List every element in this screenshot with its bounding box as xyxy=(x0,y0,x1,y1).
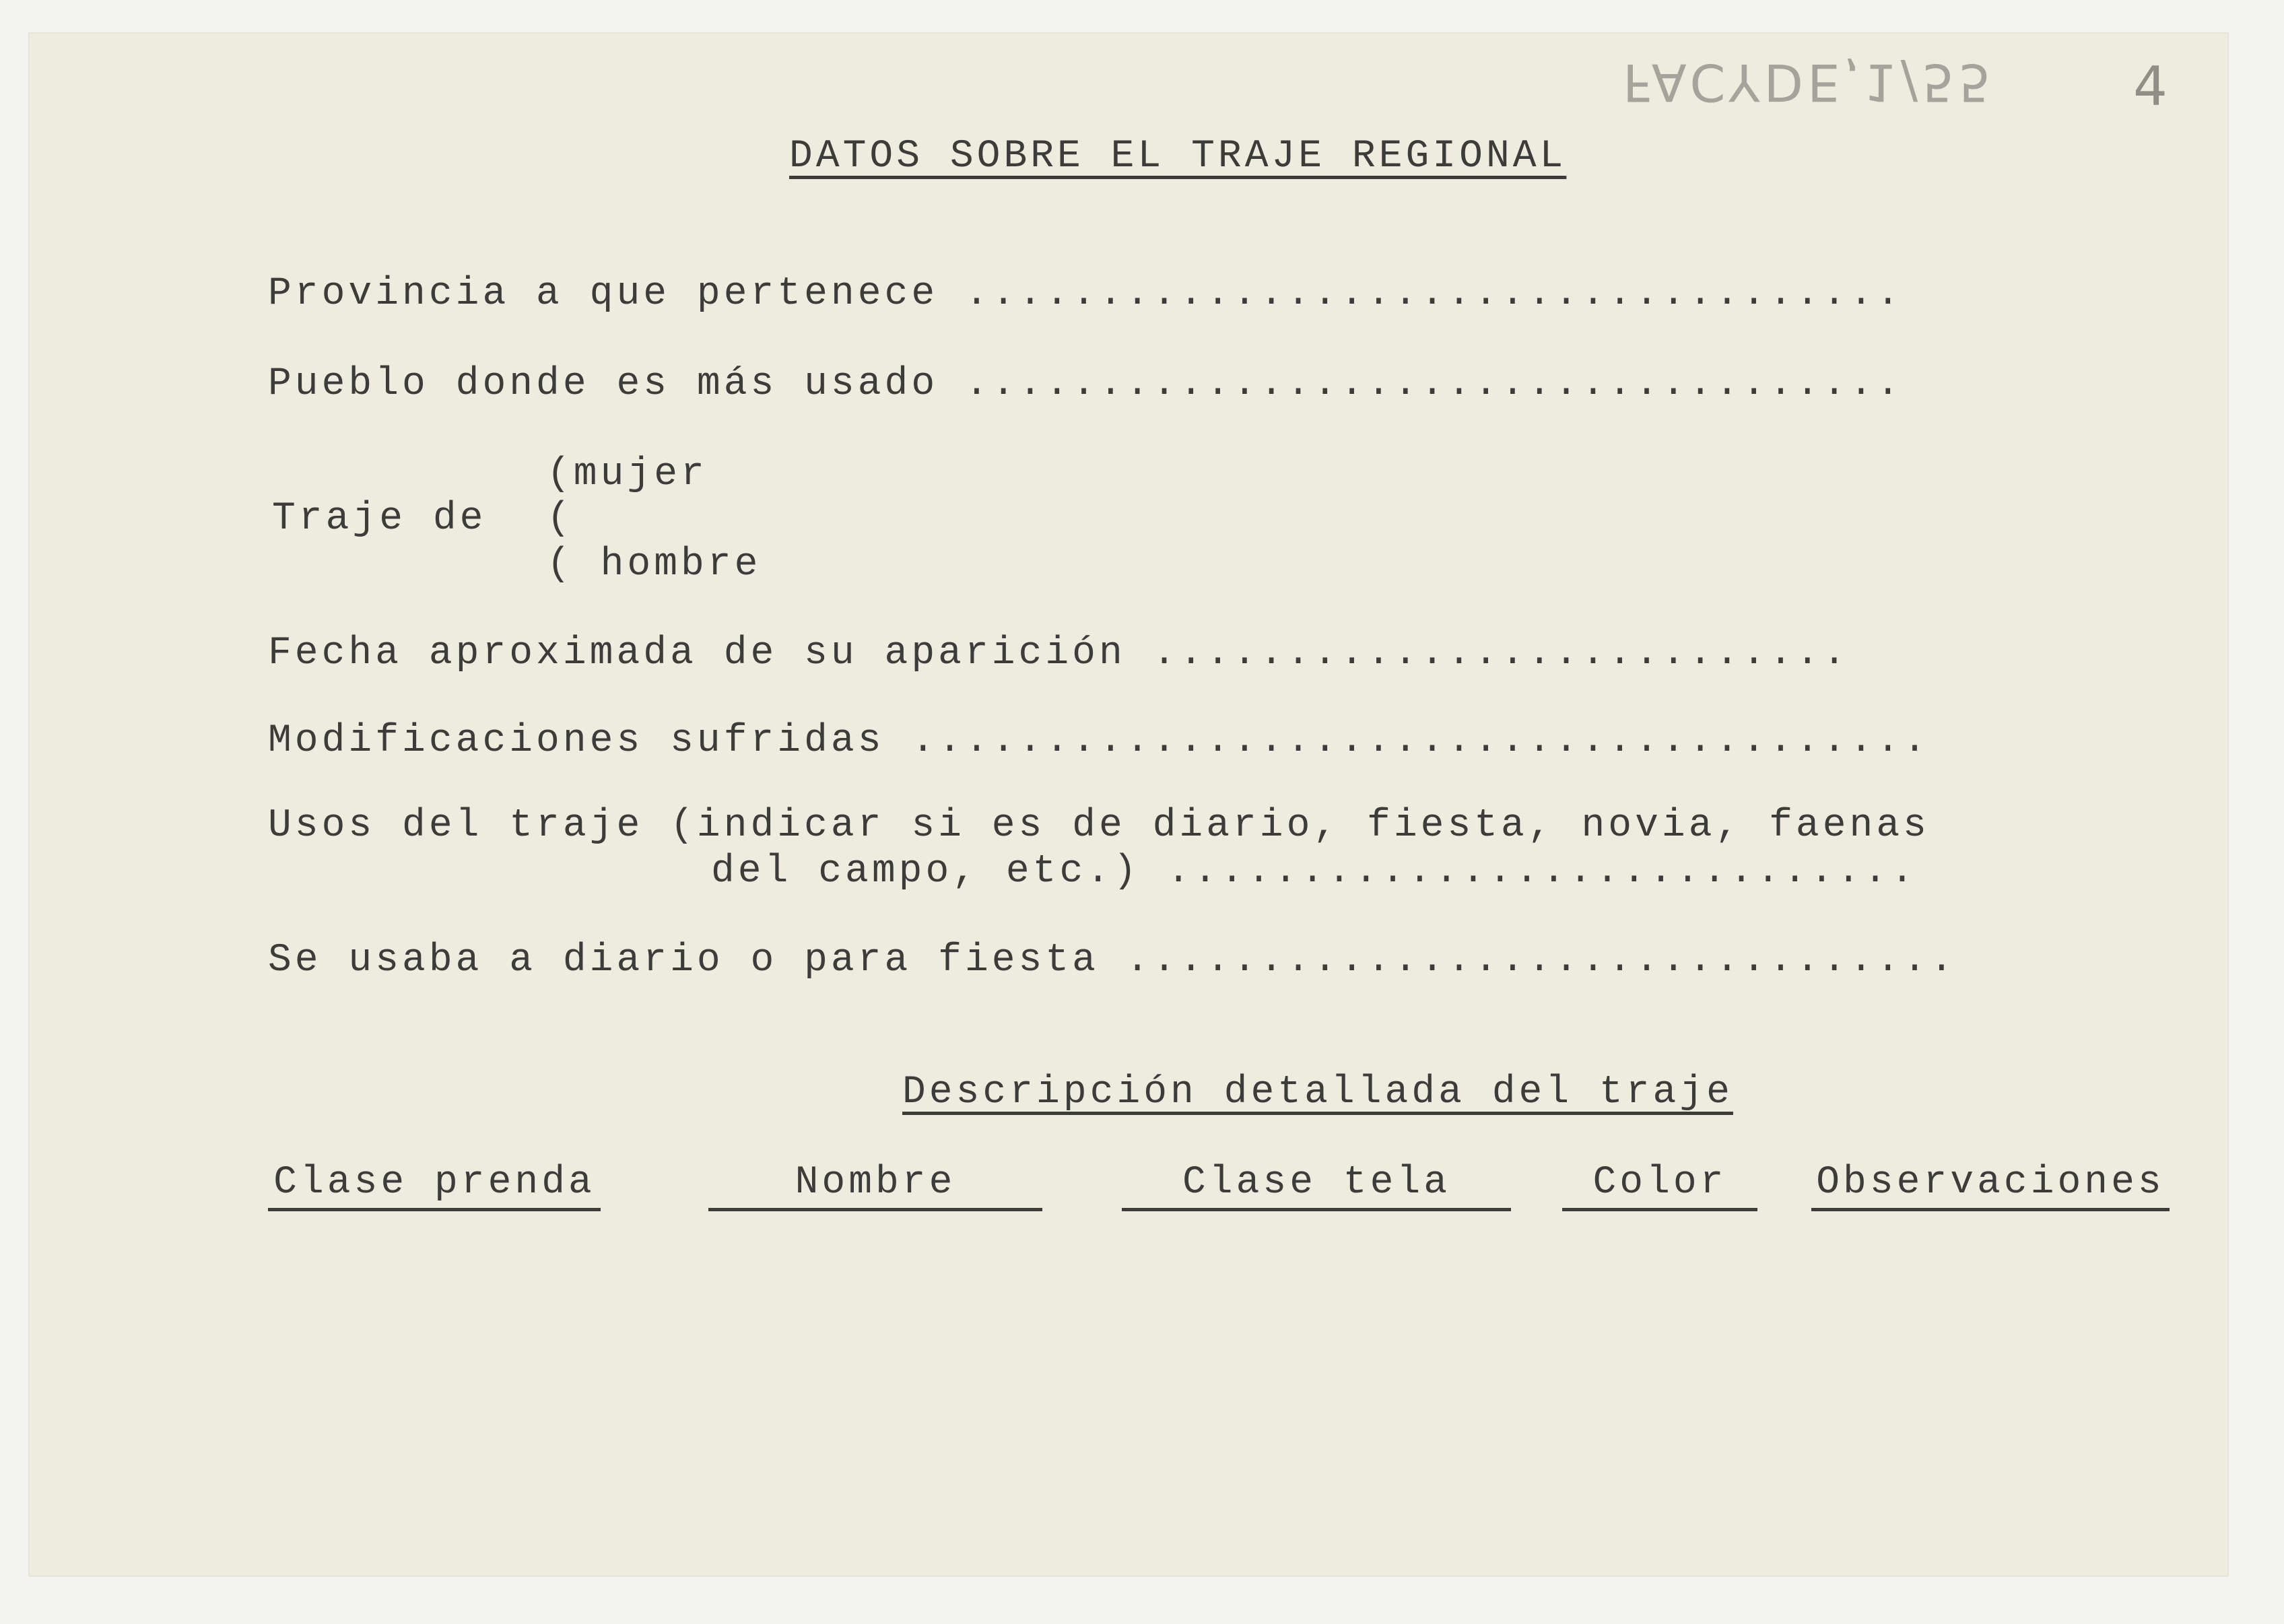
field-modificaciones: Modificaciones sufridas ...................................... xyxy=(268,719,1930,763)
field-pueblo: Pueblo donde es más usado ................................... xyxy=(268,362,1904,406)
folio-number: 4 xyxy=(2133,55,2168,118)
form-title: DATOS SOBRE EL TRAJE REGIONAL xyxy=(789,135,1567,178)
col-clase-prenda: Clase prenda xyxy=(268,1161,601,1211)
field-traje-paren: ( xyxy=(547,497,574,541)
col-nombre: Nombre xyxy=(708,1161,1042,1211)
description-title: Descripción detallada del traje xyxy=(902,1071,1733,1114)
col-color: Color xyxy=(1562,1161,1757,1211)
field-uso-diario: Se usaba a diario o para fiesta ............................... xyxy=(268,939,1957,982)
field-usos-line2: del campo, etc.) ............................ xyxy=(711,850,1918,893)
col-observaciones: Observaciones xyxy=(1811,1161,2170,1211)
field-usos-line1: Usos del traje (indicar si es de diario, fiesta, novia, faenas xyxy=(268,804,1930,848)
field-traje-hombre: ( hombre xyxy=(547,543,762,586)
col-clase-tela: Clase tela xyxy=(1122,1161,1511,1211)
archive-code-mark: FACYDE,1/55 xyxy=(1623,53,1995,112)
field-traje-label: Traje de xyxy=(272,497,487,541)
field-provincia: Provincia a que pertenece ................................... xyxy=(268,272,1904,316)
field-traje-mujer: (mujer xyxy=(547,452,708,496)
field-fecha: Fecha aproximada de su aparición .......................... xyxy=(268,632,1850,675)
